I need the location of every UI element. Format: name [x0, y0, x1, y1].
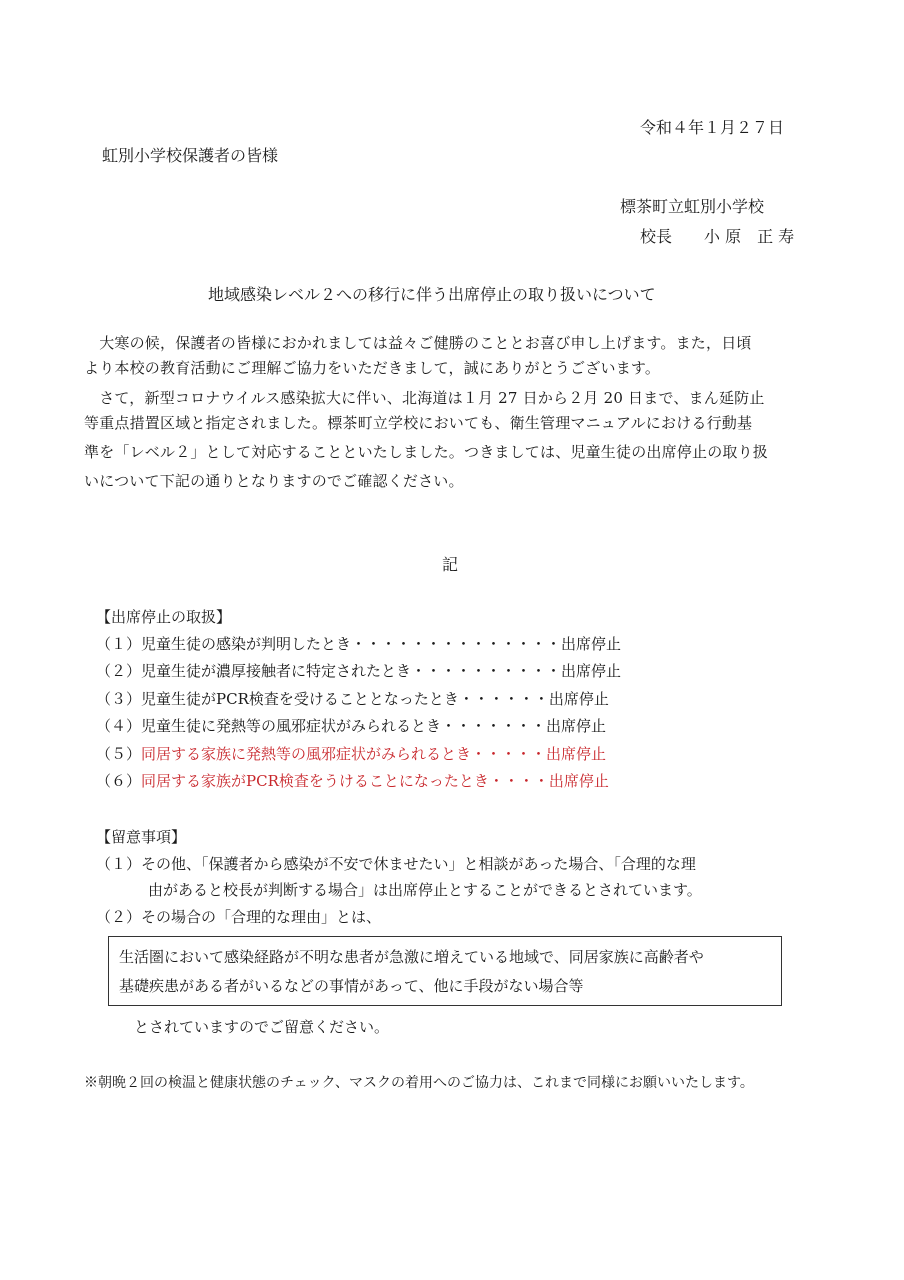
- date: 令和４年１月２７日: [640, 118, 785, 137]
- school-name: 標茶町立虹別小学校: [620, 197, 765, 216]
- reason-box: [108, 936, 782, 1006]
- principal-name: 校長 小 原 正 寿: [640, 227, 795, 246]
- item-text: 児童生徒が濃厚接触者に特定されたとき・・・・・・・・・・出席停止: [141, 662, 622, 680]
- note-item: （２）その場合の「合理的な理由」とは、: [96, 908, 382, 926]
- rule-item: [96, 660, 621, 681]
- item-number: （３）: [96, 690, 142, 708]
- section-heading: 【留意事項】: [96, 828, 187, 846]
- rule-item: [96, 743, 606, 764]
- rule-item: [96, 770, 609, 791]
- rule-item: [96, 715, 606, 736]
- closing-line: とされていますのでご留意ください。: [134, 1018, 390, 1036]
- note-item: （１）その他、「保護者から感染が不安で休ませたい」と相談があった場合、「合理的な理: [96, 855, 696, 873]
- body-line: さて，新型コロナウイルス感染拡大に伴い、北海道は１月 27 日から２月 20 日まで、まん延防止: [84, 389, 765, 407]
- body-line: 準を「レベル２」として対応することといたしました。つきましては、児童生徒の出席停止の取り扱: [84, 443, 769, 461]
- item-number: （６）: [96, 772, 142, 790]
- recipient: 虹別小学校保護者の皆様: [102, 146, 279, 165]
- body-line: より本校の教育活動にご理解ご協力をいただきまして，誠にありがとうございます。: [84, 359, 661, 377]
- box-line: 生活圏において感染経路が不明な患者が急激に増えている地域で、同居家族に高齢者や: [119, 948, 704, 966]
- body-line: 等重点措置区域と指定されました。標茶町立学校においても、衛生管理マニュアルにおける行動基: [84, 414, 753, 432]
- box-line: 基礎疾患がある者がいるなどの事情があって、他に手段がない場合等: [119, 977, 584, 995]
- item-text: 児童生徒の感染が判明したとき・・・・・・・・・・・・・・出席停止: [141, 635, 622, 653]
- body-line: いについて下記の通りとなりますのでご確認ください。: [84, 472, 464, 490]
- footnote: ※朝晩２回の検温と健康状態のチェック、マスクの着用へのご協力は、これまで同様にお願いいたします。: [84, 1075, 754, 1091]
- item-number: （２）: [96, 662, 142, 680]
- rule-item: [96, 633, 621, 654]
- item-number: （５）: [96, 745, 142, 763]
- rule-item: [96, 688, 609, 709]
- item-text: 児童生徒がPCR検査を受けることとなったとき・・・・・・出席停止: [141, 690, 609, 708]
- item-text-highlight: 同居する家族に発熱等の風邪症状がみられるとき・・・・・出席停止: [141, 745, 607, 763]
- page-title: 地域感染レベル２への移行に伴う出席停止の取り扱いについて: [208, 285, 656, 304]
- item-number: （１）: [96, 635, 142, 653]
- item-text-highlight: 同居する家族がPCR検査をうけることになったとき・・・・出席停止: [141, 772, 609, 790]
- item-text: 児童生徒に発熱等の風邪症状がみられるとき・・・・・・・出席停止: [141, 717, 607, 735]
- ki-heading: 記: [442, 555, 459, 574]
- note-item-continuation: 由があると校長が判断する場合」は出席停止とすることができるとされています。: [148, 881, 702, 899]
- item-number: （４）: [96, 717, 142, 735]
- body-line: 大寒の候，保護者の皆様におかれましては益々ご健勝のこととお喜び申し上げます。また，日頃: [84, 334, 752, 352]
- section-heading: 【出席停止の取扱】: [96, 608, 232, 626]
